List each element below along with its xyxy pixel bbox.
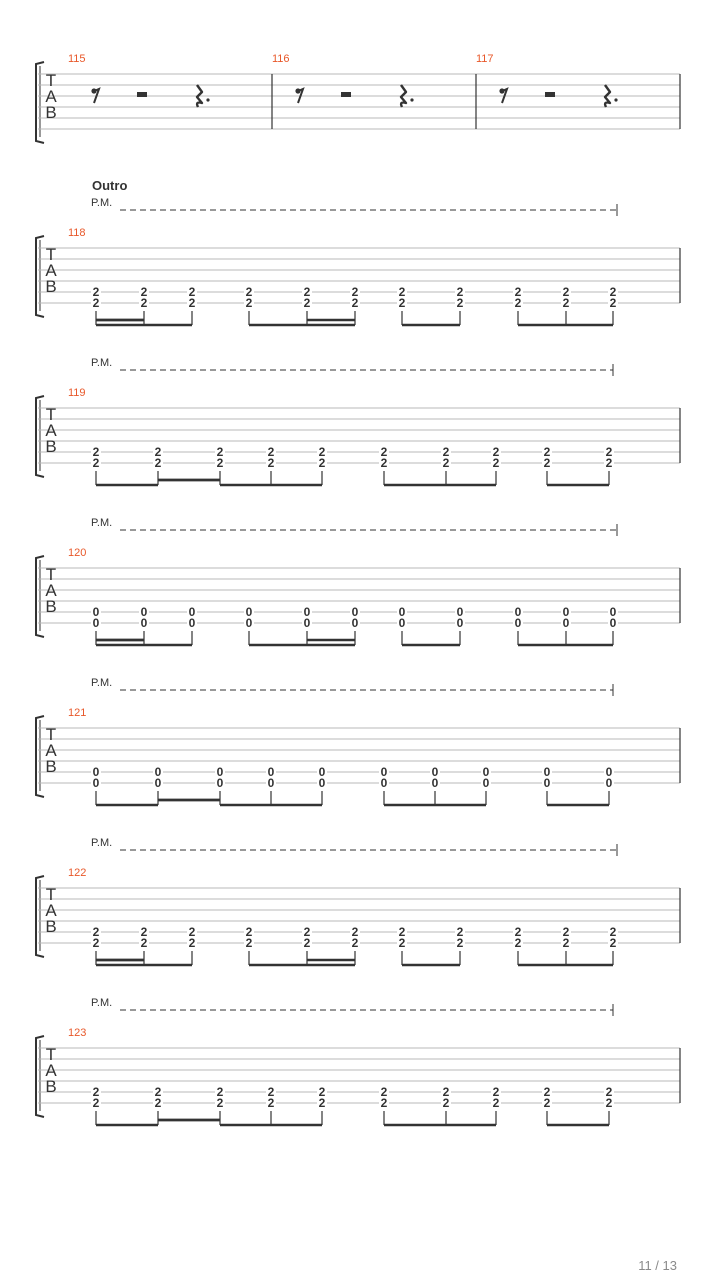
fret-number: 0 [92, 776, 100, 790]
beam-group [379, 765, 491, 805]
fret-number: 0 [482, 765, 490, 779]
fret-number: 2 [514, 936, 522, 950]
fret-number: 2 [140, 296, 148, 310]
fret-number: 2 [609, 296, 617, 310]
fret-number: 2 [351, 296, 359, 310]
fret-number: 0 [514, 616, 522, 630]
fret-number: 2 [562, 296, 570, 310]
fret-number: 2 [456, 936, 464, 950]
fret-number: 2 [318, 1085, 326, 1099]
palm-mute-label: P.M. [91, 357, 113, 369]
fret-number: 0 [216, 776, 224, 790]
fret-number: 2 [456, 925, 464, 939]
tab-clef-letter: B [45, 277, 57, 296]
fret-number: 2 [245, 925, 253, 939]
rest-dot [614, 98, 617, 101]
beam-group [91, 765, 163, 805]
tab-clef-letter: A [45, 87, 57, 106]
palm-mute-label: P.M. [91, 677, 113, 689]
staff-lines [38, 74, 680, 129]
staff-lines [38, 408, 680, 463]
tab-clef-letter: A [45, 1061, 57, 1080]
fret-number: 2 [140, 936, 148, 950]
fret-number: 0 [398, 605, 406, 619]
fret-number: 2 [318, 1096, 326, 1110]
fret-number: 0 [245, 616, 253, 630]
fret-number: 2 [188, 936, 196, 950]
fret-number: 2 [92, 1096, 100, 1110]
palm-mute-label: P.M. [91, 837, 113, 849]
fret-number: 0 [154, 776, 162, 790]
half-rest [341, 92, 351, 97]
fret-number: 2 [605, 1085, 613, 1099]
fret-number: 2 [154, 445, 162, 459]
fret-number: 2 [562, 925, 570, 939]
fret-number: 2 [267, 1085, 275, 1099]
fret-number: 0 [514, 605, 522, 619]
fret-number: 2 [92, 285, 100, 299]
beam-group [215, 1085, 327, 1125]
fret-number: 2 [267, 445, 275, 459]
fret-number: 2 [442, 445, 450, 459]
fret-number: 2 [380, 1085, 388, 1099]
tab-clef-letter: T [45, 885, 57, 904]
fret-number: 0 [140, 605, 148, 619]
tab-clef-letter: A [45, 261, 57, 280]
palm-mute-label: P.M. [91, 517, 113, 529]
fret-number: 0 [245, 605, 253, 619]
fret-number: 2 [605, 456, 613, 470]
fret-number: 2 [216, 445, 224, 459]
fret-number: 2 [492, 456, 500, 470]
measure-number: 116 [272, 53, 290, 65]
fret-number: 0 [92, 605, 100, 619]
fret-number: 2 [303, 296, 311, 310]
tab-clef-letter: B [45, 1077, 57, 1096]
palm-mute-label: P.M. [91, 997, 113, 1009]
beam-group [542, 765, 614, 805]
page-number: 11 / 13 [638, 1258, 677, 1273]
tab-clef-letter: B [45, 437, 57, 456]
fret-number: 2 [380, 1096, 388, 1110]
fret-number: 2 [92, 445, 100, 459]
tab-clef-letter: B [45, 103, 57, 122]
tab-clef-letter: T [45, 71, 57, 90]
fret-number: 2 [140, 925, 148, 939]
fret-number: 2 [398, 936, 406, 950]
fret-number: 2 [514, 925, 522, 939]
fret-number: 2 [380, 456, 388, 470]
half-rest [137, 92, 147, 97]
fret-number: 0 [351, 605, 359, 619]
fret-number: 2 [92, 936, 100, 950]
palm-mute-label: P.M. [91, 197, 113, 209]
fret-number: 2 [188, 925, 196, 939]
beam-group [513, 605, 618, 645]
fret-number: 2 [92, 1085, 100, 1099]
fret-number: 2 [92, 925, 100, 939]
tab-clef-letter: A [45, 581, 57, 600]
fret-number: 0 [562, 605, 570, 619]
fret-number: 0 [318, 776, 326, 790]
fret-number: 2 [562, 936, 570, 950]
fret-number: 2 [245, 285, 253, 299]
fret-number: 2 [514, 285, 522, 299]
fret-number: 2 [543, 1096, 551, 1110]
fret-number: 0 [543, 765, 551, 779]
beam-group [91, 445, 163, 485]
beam-group [215, 765, 327, 805]
beam-group [397, 285, 465, 325]
beam-group [542, 445, 614, 485]
tab-clef-letter: B [45, 597, 57, 616]
half-rest [545, 92, 555, 97]
fret-number: 2 [267, 456, 275, 470]
fret-number: 2 [351, 925, 359, 939]
fret-number: 0 [303, 616, 311, 630]
staff-lines [38, 728, 680, 783]
fret-number: 2 [303, 285, 311, 299]
tab-clef-letter: T [45, 245, 57, 264]
fret-number: 2 [154, 456, 162, 470]
fret-number: 2 [514, 296, 522, 310]
measure-number: 117 [476, 53, 494, 65]
fret-number: 2 [398, 285, 406, 299]
fret-number: 2 [303, 925, 311, 939]
beam-group [379, 1085, 501, 1125]
fret-number: 2 [456, 296, 464, 310]
fret-number: 0 [562, 616, 570, 630]
fret-number: 2 [492, 1096, 500, 1110]
fret-number: 0 [431, 776, 439, 790]
fret-number: 0 [609, 605, 617, 619]
tab-clef-letter: B [45, 757, 57, 776]
beam-group [397, 605, 465, 645]
fret-number: 0 [140, 616, 148, 630]
fret-number: 0 [605, 765, 613, 779]
fret-number: 0 [303, 605, 311, 619]
fret-number: 2 [609, 925, 617, 939]
fret-number: 2 [188, 285, 196, 299]
fret-number: 0 [431, 765, 439, 779]
fret-number: 2 [398, 925, 406, 939]
fret-number: 2 [609, 936, 617, 950]
fret-number: 2 [543, 445, 551, 459]
tab-clef-letter: A [45, 901, 57, 920]
fret-number: 0 [456, 605, 464, 619]
tab-clef-letter: B [45, 917, 57, 936]
tab-clef-letter: T [45, 1045, 57, 1064]
fret-number: 0 [188, 616, 196, 630]
beam-group [542, 1085, 614, 1125]
fret-number: 2 [562, 285, 570, 299]
fret-number: 2 [442, 1085, 450, 1099]
fret-number: 2 [543, 456, 551, 470]
fret-number: 2 [380, 445, 388, 459]
tab-clef-letter: T [45, 565, 57, 584]
fret-number: 0 [609, 616, 617, 630]
fret-number: 0 [380, 776, 388, 790]
fret-number: 2 [492, 445, 500, 459]
fret-number: 2 [398, 296, 406, 310]
fret-number: 0 [188, 605, 196, 619]
fret-number: 2 [492, 1085, 500, 1099]
fret-number: 2 [245, 936, 253, 950]
rest-dot [206, 98, 209, 101]
measure-number: 122 [68, 867, 87, 879]
fret-number: 0 [380, 765, 388, 779]
measure-number: 119 [68, 387, 86, 399]
fret-number: 2 [140, 285, 148, 299]
fret-number: 2 [318, 445, 326, 459]
measure-number: 120 [68, 547, 87, 559]
beam-group [513, 925, 618, 965]
measure-number: 121 [68, 707, 87, 719]
fret-number: 2 [318, 456, 326, 470]
fret-number: 2 [456, 285, 464, 299]
fret-number: 2 [216, 1085, 224, 1099]
staff-lines [38, 1048, 680, 1103]
tab-clef-letter: A [45, 741, 57, 760]
fret-number: 2 [442, 1096, 450, 1110]
beam-group [397, 925, 465, 965]
beam-group [215, 445, 327, 485]
tab-clef-letter: A [45, 421, 57, 440]
fret-number: 2 [605, 1096, 613, 1110]
fret-number: 2 [605, 445, 613, 459]
fret-number: 2 [154, 1085, 162, 1099]
tab-clef-letter: T [45, 405, 57, 424]
rest-dot [410, 98, 413, 101]
fret-number: 0 [318, 765, 326, 779]
fret-number: 2 [267, 1096, 275, 1110]
beam-group [91, 1085, 163, 1125]
tab-clef-letter: T [45, 725, 57, 744]
fret-number: 0 [605, 776, 613, 790]
fret-number: 2 [245, 296, 253, 310]
fret-number: 0 [456, 616, 464, 630]
fret-number: 0 [543, 776, 551, 790]
fret-number: 2 [188, 296, 196, 310]
fret-number: 2 [216, 1096, 224, 1110]
fret-number: 2 [543, 1085, 551, 1099]
measure-number: 123 [68, 1027, 87, 1039]
beam-group [513, 285, 618, 325]
fret-number: 0 [267, 776, 275, 790]
beam-group [379, 445, 501, 485]
fret-number: 2 [351, 936, 359, 950]
fret-number: 0 [482, 776, 490, 790]
fret-number: 2 [154, 1096, 162, 1110]
fret-number: 0 [216, 765, 224, 779]
fret-number: 0 [92, 765, 100, 779]
measure-number: 118 [68, 227, 86, 239]
fret-number: 2 [442, 456, 450, 470]
fret-number: 0 [92, 616, 100, 630]
fret-number: 2 [92, 296, 100, 310]
fret-number: 2 [92, 456, 100, 470]
fret-number: 0 [398, 616, 406, 630]
fret-number: 0 [267, 765, 275, 779]
fret-number: 2 [303, 936, 311, 950]
measure-number: 115 [68, 53, 86, 65]
fret-number: 0 [154, 765, 162, 779]
fret-number: 2 [351, 285, 359, 299]
fret-number: 2 [609, 285, 617, 299]
fret-number: 0 [351, 616, 359, 630]
fret-number: 2 [216, 456, 224, 470]
section-label: Outro [92, 178, 128, 193]
